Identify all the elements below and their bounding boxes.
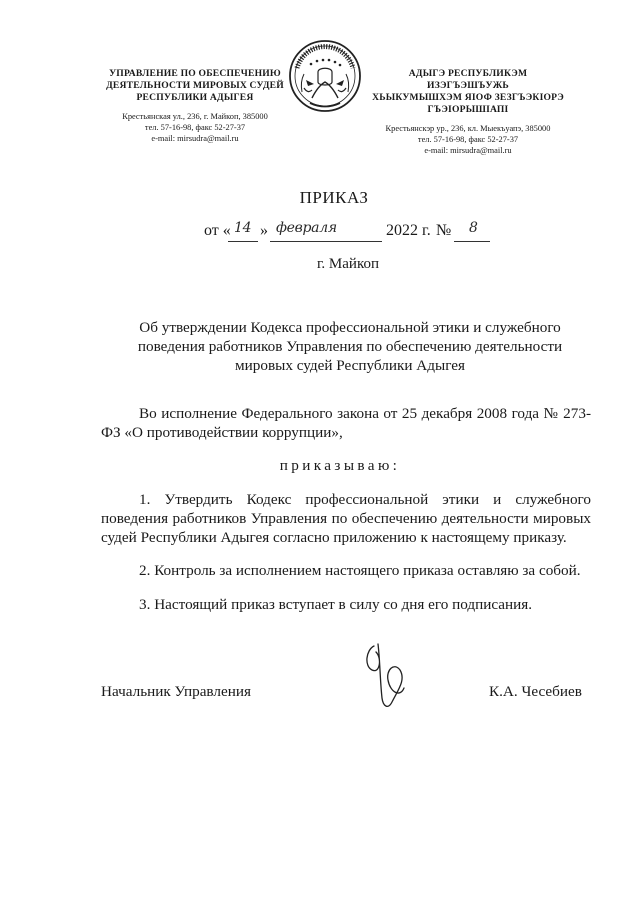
org-contacts-adyghe: [368, 123, 568, 156]
order-subject: Об утверждении Кодекса профессиональной этики и служебного поведения работников Управления по обеспечению деятельности мировых судей Республики Адыгея: [137, 319, 563, 374]
order-date-line: [204, 222, 534, 246]
date-prefix: от «: [204, 222, 231, 239]
org-name-line: ДЕЯТЕЛЬНОСТИ МИРОВЫХ СУДЕЙ: [106, 80, 284, 91]
coat-of-arms-emblem: [288, 36, 362, 116]
order-item-2: 2. Контроль за исполнением настоящего приказа оставляю за собой.: [139, 562, 581, 579]
date-year: 2022 г.: [386, 222, 431, 239]
org-name-line: РЕСПУБЛИКИ АДЫГЕЯ: [136, 92, 254, 103]
order-word: приказываю:: [279, 457, 401, 474]
signatory-position: Начальник Управления: [101, 683, 251, 700]
org-phone: тел. 57-16-98, факс 52-27-37: [144, 123, 246, 132]
org-name-line: ГЪЭIОРЫШIАПI: [427, 104, 509, 115]
date-day-handwritten: 14: [234, 220, 252, 236]
org-name-line: ХЬЫКУМЫШХЭМ ЯIОФ ЗЕЗГЪЭКIОРЭ: [372, 92, 564, 103]
date-day-underline: [228, 241, 258, 242]
org-contacts-russian: [95, 111, 295, 144]
org-address: Крестьянская ул., 236, г. Майкоп, 385000: [122, 112, 268, 121]
order-item-1: 1. Утвердить Кодекс профессиональной этики и служебного поведения работников Управления по обеспечению деятельности мировых судей Республики Адыгея согласно приложению к настоящему приказу.: [101, 491, 591, 546]
order-number-label: №: [436, 222, 452, 239]
date-day-close: »: [260, 222, 268, 239]
order-item-3: 3. Настоящий приказ вступает в силу со дня его подписания.: [139, 596, 533, 613]
date-month-underline: [270, 241, 382, 242]
preamble-paragraph: Во исполнение Федерального закона от 25 декабря 2008 года № 273-ФЗ «О противодействии коррупции»,: [101, 405, 591, 441]
org-name-adyghe: [368, 68, 568, 116]
org-header-adyghe: [368, 68, 568, 156]
signatory-name: К.А. Чесебиев: [489, 683, 582, 700]
org-header-russian: [95, 68, 295, 144]
handwritten-signature: [360, 640, 410, 712]
org-email: e-mail: mirsudra@mail.ru: [151, 134, 239, 143]
order-number-underline: [454, 241, 490, 242]
org-name-line: УПРАВЛЕНИЕ ПО ОБЕСПЕЧЕНИЮ: [109, 68, 281, 79]
city: г. Майкоп: [316, 256, 380, 272]
order-number-handwritten: 8: [469, 220, 478, 236]
org-email: e-mail: mirsudra@mail.ru: [424, 146, 512, 155]
org-phone: тел. 57-16-98, факс 52-27-37: [417, 135, 519, 144]
org-address: Крестьянскэр ур., 236, кл. Мыекъуапэ, 385000: [385, 124, 551, 133]
org-name-line: АДЫГЭ РЕСПУБЛИКЭМ ИЗЭГЪЭШЪУЖЬ: [408, 68, 528, 91]
date-month-handwritten: февраля: [276, 220, 337, 236]
org-name-russian: [95, 68, 295, 104]
document-type-title: ПРИКАЗ: [299, 188, 369, 207]
